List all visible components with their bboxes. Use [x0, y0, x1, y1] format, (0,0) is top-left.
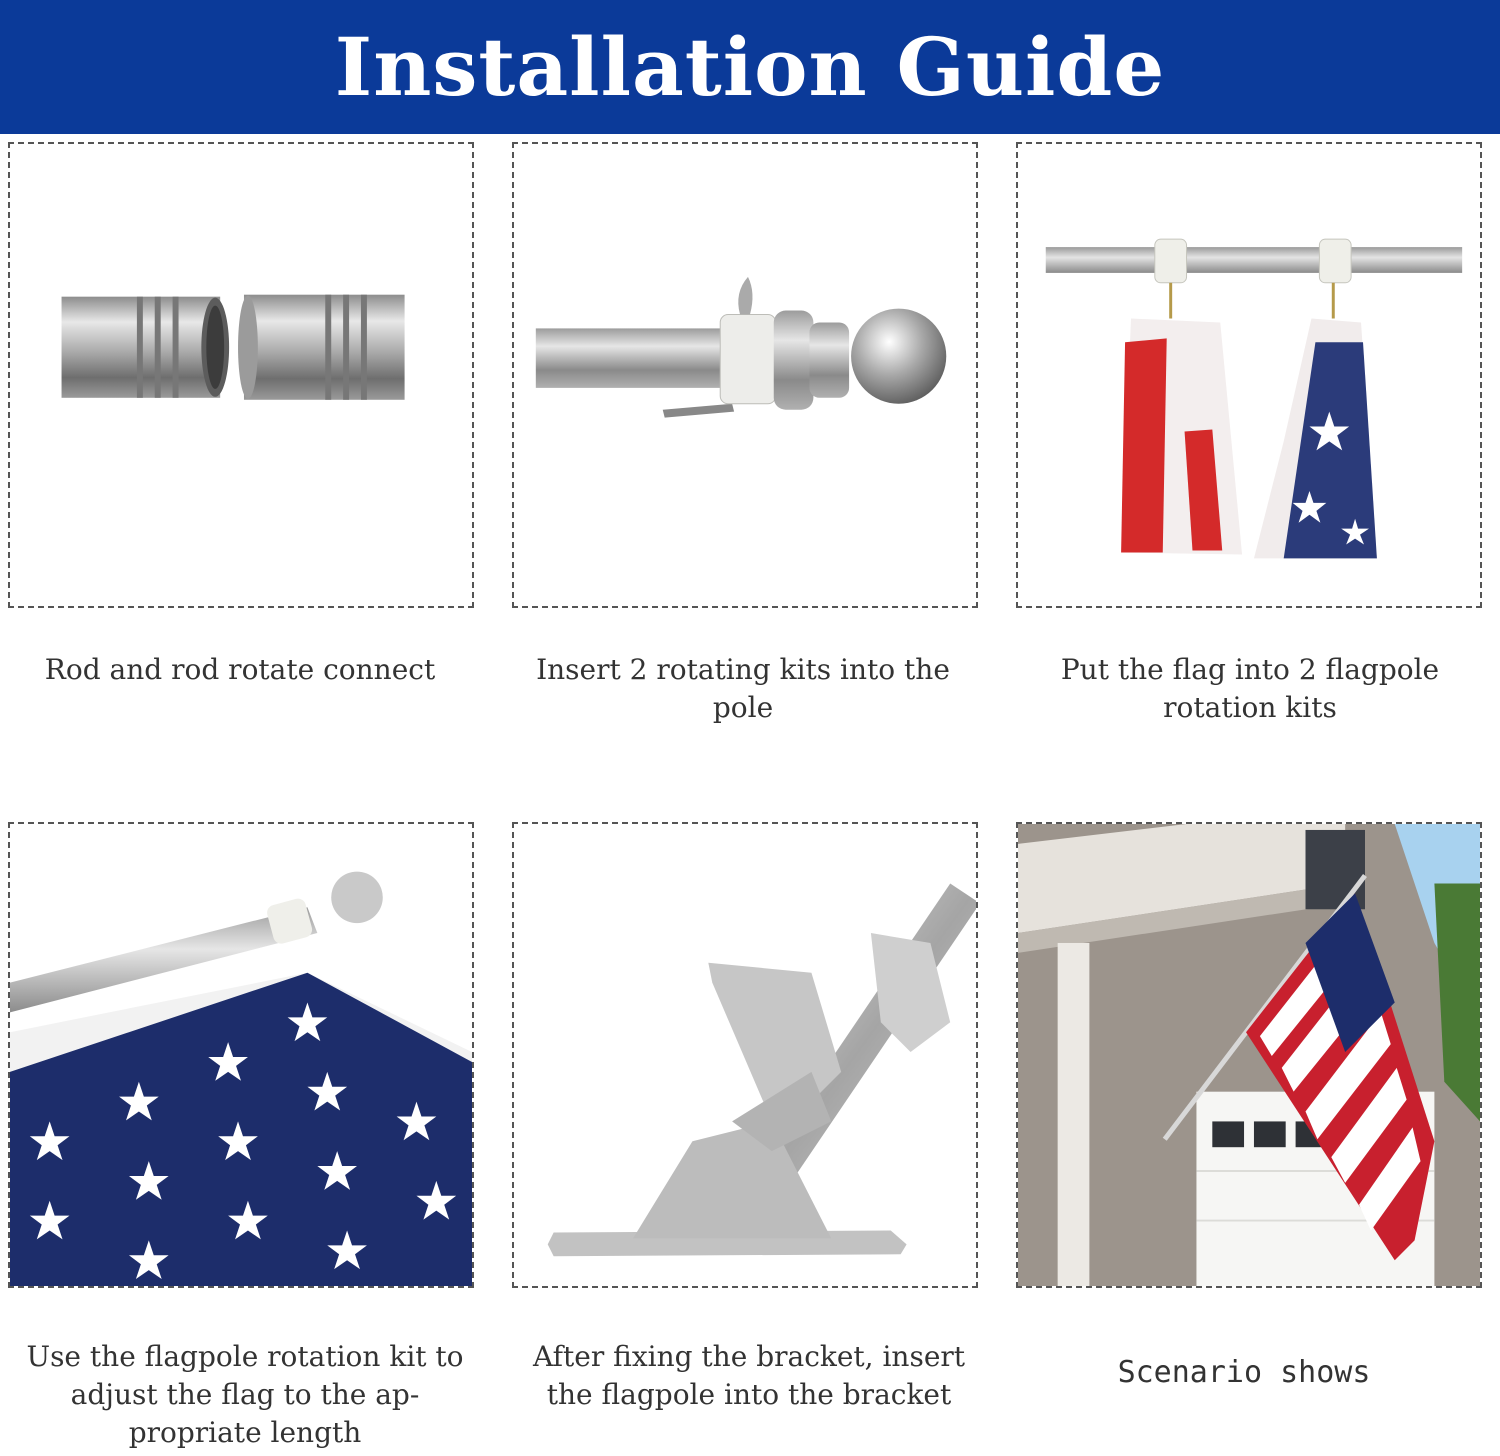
- flag-on-pole-illustration: [1018, 144, 1480, 606]
- step-3-image: [1016, 142, 1482, 608]
- step-6-caption: Scenario shows: [1117, 1355, 1371, 1390]
- step-4-image: [8, 822, 474, 1288]
- pole-rotating-kit-illustration: [514, 144, 976, 606]
- step-3-caption: Put the flag into 2 flagpole rotation kits: [1060, 653, 1440, 724]
- page-title: Installation Guide: [334, 20, 1166, 114]
- step-2-image: [512, 142, 978, 608]
- step-1-image: [8, 142, 474, 608]
- step-4-caption: Use the flagpole rotation kit to adjust the flag to the ap-propriate length: [26, 1340, 464, 1449]
- step-2-caption: Insert 2 rotating kits into the pole: [536, 653, 950, 724]
- bracket-illustration: [514, 824, 976, 1286]
- step-5-image: [512, 822, 978, 1288]
- step-1-caption: Rod and rod rotate connect: [44, 653, 436, 686]
- flag-closeup-illustration: [10, 824, 472, 1286]
- header-banner: [0, 0, 1500, 134]
- rod-connector-illustration: [10, 144, 472, 606]
- step-6-image: [1016, 822, 1482, 1288]
- step-5-caption: After fixing the bracket, insert the flagpole into the bracket: [532, 1340, 966, 1411]
- house-scenario-illustration: [1018, 824, 1480, 1286]
